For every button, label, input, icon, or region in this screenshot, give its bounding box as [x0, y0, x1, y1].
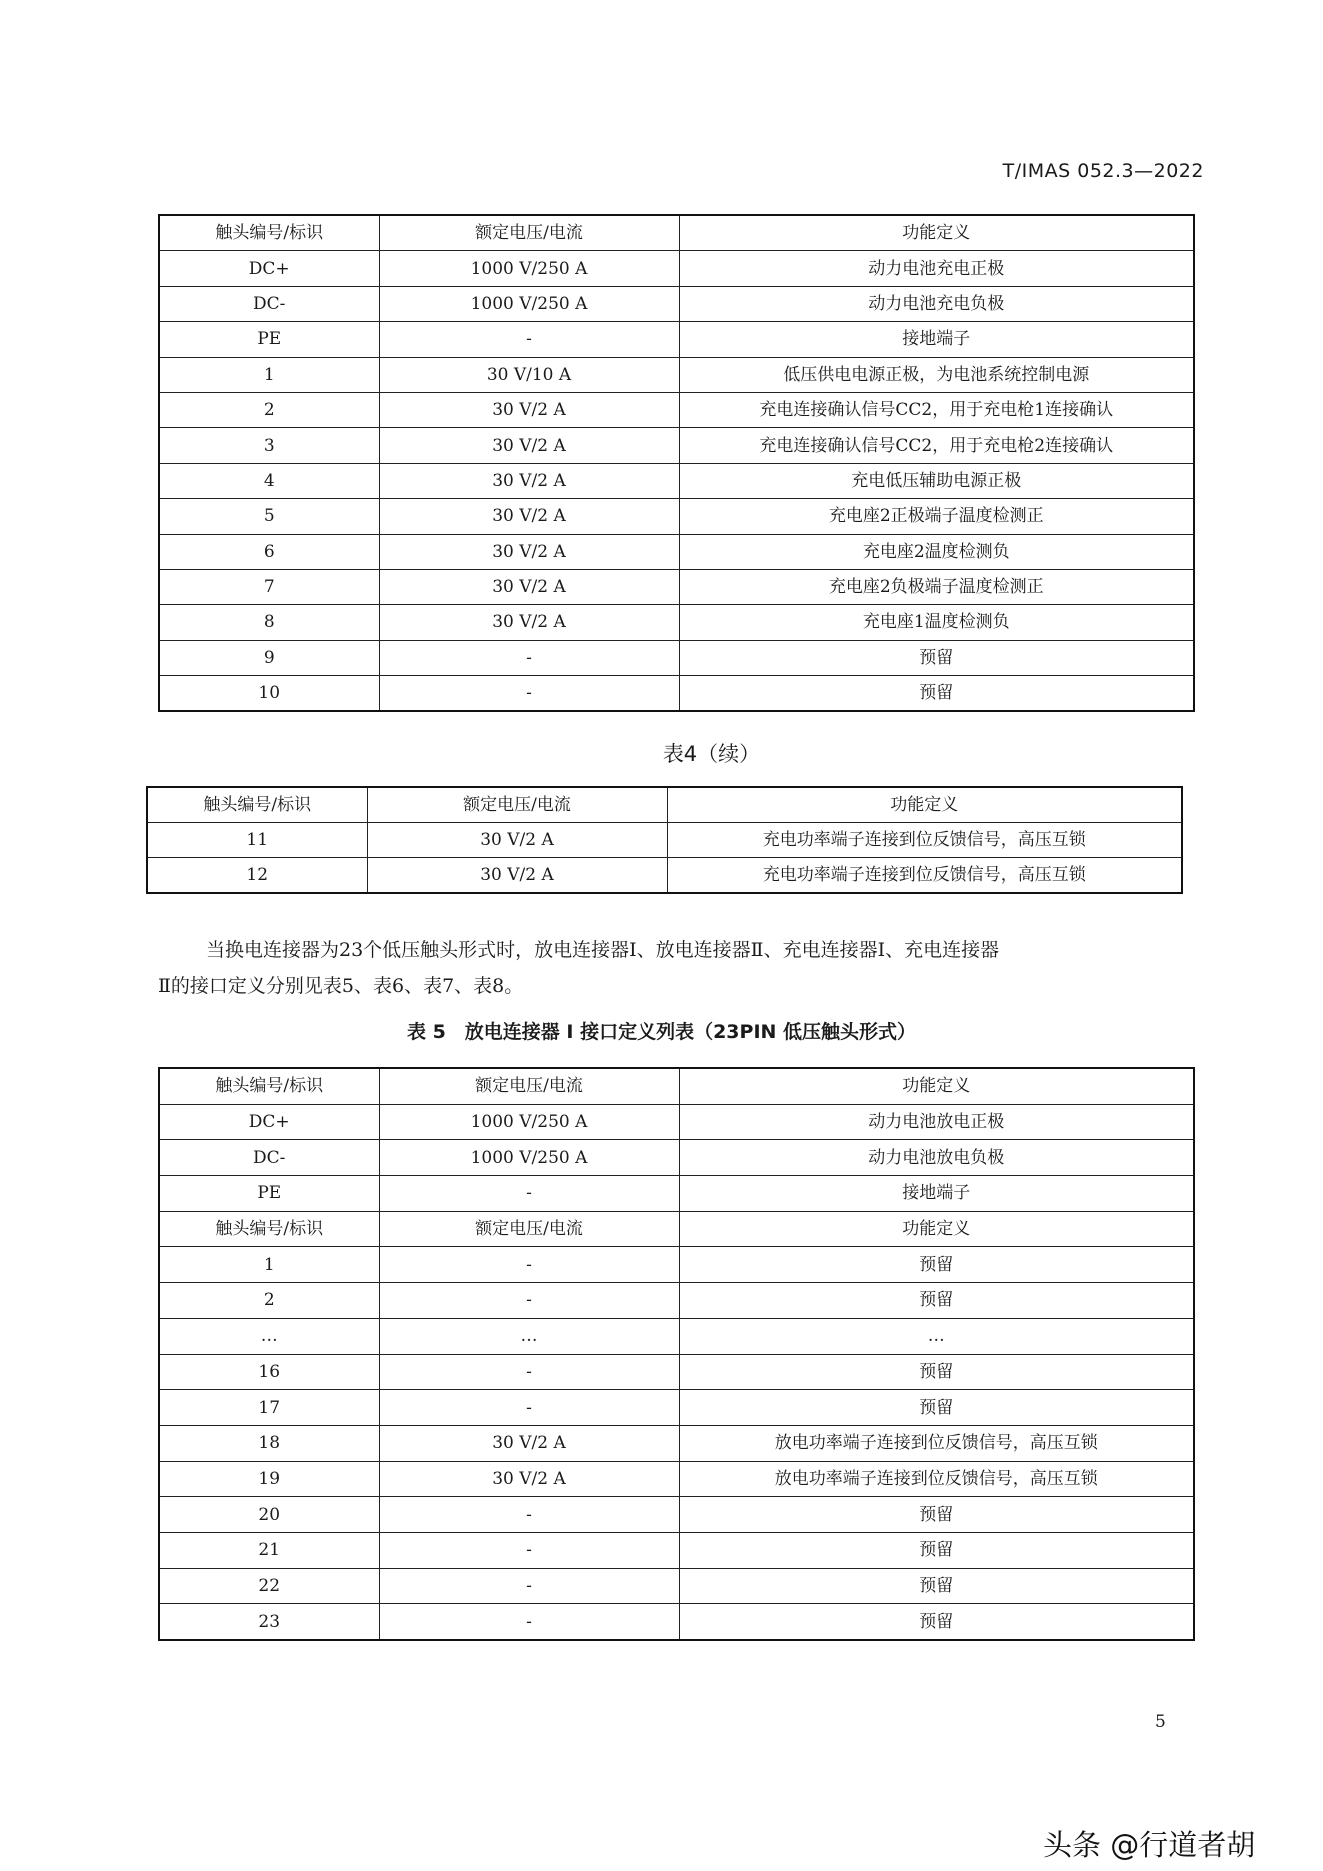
table-row	[147, 823, 1182, 858]
table-cell: 30 V/2 A	[379, 1461, 679, 1497]
table-row	[159, 1104, 1194, 1140]
table-cell: 低压供电电源正极，为电池系统控制电源	[679, 357, 1194, 392]
table-row	[159, 1140, 1194, 1176]
table-row	[159, 251, 1194, 286]
table-cell: 23	[159, 1604, 379, 1640]
watermark: 头条 @行道者胡	[1043, 1828, 1256, 1862]
table-cell: -	[379, 1176, 679, 1212]
table-cell: 30 V/2 A	[379, 569, 679, 604]
table-cell: 1000 V/250 A	[379, 1140, 679, 1176]
paragraph-line-1: 当换电连接器为23个低压触头形式时，放电连接器Ⅰ、放电连接器Ⅱ、充电连接器Ⅰ、充电连接器	[206, 939, 1000, 961]
table-4-continued-top	[158, 214, 1195, 712]
column-header: 功能定义	[679, 1068, 1194, 1104]
table-cell: 预留	[679, 1247, 1194, 1283]
table-cell: …	[159, 1318, 379, 1354]
table-cell: 预留	[679, 1532, 1194, 1568]
table-cell: 动力电池放电负极	[679, 1140, 1194, 1176]
table-row	[159, 1354, 1194, 1390]
table-row	[159, 1425, 1194, 1461]
table-row	[159, 1176, 1194, 1212]
table-row	[159, 1283, 1194, 1319]
table-row	[159, 1568, 1194, 1604]
table-row	[159, 499, 1194, 534]
table-cell: 30 V/2 A	[379, 428, 679, 463]
table-cell: 16	[159, 1354, 379, 1390]
table-row	[159, 640, 1194, 675]
table-cell: PE	[159, 1176, 379, 1212]
table-cell: -	[379, 1354, 679, 1390]
column-header: 额定电压/电流	[379, 215, 679, 251]
table-cell: 充电座1温度检测负	[679, 605, 1194, 640]
table-cell: 11	[147, 823, 367, 858]
table-cell: 30 V/2 A	[367, 823, 667, 858]
table-cell: 30 V/2 A	[379, 605, 679, 640]
table-cell: 5	[159, 499, 379, 534]
table-cell: 2	[159, 1283, 379, 1319]
column-header: 触头编号/标识	[159, 215, 379, 251]
table-cell: 功能定义	[679, 1211, 1194, 1247]
table-5	[158, 1067, 1195, 1641]
table-row	[159, 676, 1194, 712]
table-cell: DC+	[159, 1104, 379, 1140]
table-cell: 预留	[679, 1283, 1194, 1319]
table-row	[147, 858, 1182, 894]
column-header: 触头编号/标识	[147, 787, 367, 823]
table-cell: -	[379, 1568, 679, 1604]
column-header: 额定电压/电流	[379, 1068, 679, 1104]
table-cell: 30 V/2 A	[379, 499, 679, 534]
table-cell: 充电座2负极端子温度检测正	[679, 569, 1194, 604]
table-row	[159, 569, 1194, 604]
table-cell: 动力电池充电正极	[679, 251, 1194, 286]
table-cell: 预留	[679, 1390, 1194, 1426]
table-cell: 6	[159, 534, 379, 569]
table-cell: 8	[159, 605, 379, 640]
table-cell: 预留	[679, 1497, 1194, 1533]
table-cell: 充电功率端子连接到位反馈信号，高压互锁	[667, 858, 1182, 894]
table-header-row	[159, 215, 1194, 251]
column-header: 功能定义	[679, 215, 1194, 251]
table-cell: 30 V/2 A	[379, 463, 679, 498]
table-header-row	[159, 1068, 1194, 1104]
table-cell: 10	[159, 676, 379, 712]
table-cell: 20	[159, 1497, 379, 1533]
table-row	[159, 1497, 1194, 1533]
table-cell: 1	[159, 1247, 379, 1283]
table-cell: PE	[159, 322, 379, 357]
table-cell: 额定电压/电流	[379, 1211, 679, 1247]
column-header: 额定电压/电流	[367, 787, 667, 823]
table-cell: 充电功率端子连接到位反馈信号，高压互锁	[667, 823, 1182, 858]
table-row	[159, 357, 1194, 392]
table-row	[159, 286, 1194, 321]
table-row	[159, 1247, 1194, 1283]
table-cell: …	[379, 1318, 679, 1354]
table-cell: 12	[147, 858, 367, 894]
table-cell: 动力电池放电正极	[679, 1104, 1194, 1140]
table-5-caption: 表 5 放电连接器 I 接口定义列表（23PIN 低压触头形式）	[406, 1021, 917, 1043]
table-cell: 30 V/2 A	[367, 858, 667, 894]
table-cell: 22	[159, 1568, 379, 1604]
table-row	[159, 1211, 1194, 1247]
table-cell: 放电功率端子连接到位反馈信号，高压互锁	[679, 1461, 1194, 1497]
table-cell: 预留	[679, 1354, 1194, 1390]
table-cell: 21	[159, 1532, 379, 1568]
document-number: T/IMAS 052.3—2022	[1002, 160, 1204, 182]
table-row	[159, 392, 1194, 427]
table-row	[159, 1604, 1194, 1640]
column-header: 功能定义	[667, 787, 1182, 823]
table-cell: 1000 V/250 A	[379, 286, 679, 321]
table-cell: 17	[159, 1390, 379, 1426]
table-cell: 2	[159, 392, 379, 427]
table-cell: -	[379, 1390, 679, 1426]
table-cell: DC-	[159, 1140, 379, 1176]
paragraph-line-2: Ⅱ的接口定义分别见表5、表6、表7、表8。	[158, 975, 524, 997]
column-header: 触头编号/标识	[159, 1068, 379, 1104]
table-4-continued	[146, 786, 1183, 894]
table-header-row	[147, 787, 1182, 823]
table-cell: -	[379, 1247, 679, 1283]
table-cell: 4	[159, 463, 379, 498]
table-cell: 1	[159, 357, 379, 392]
table-row	[159, 1390, 1194, 1426]
table-cell: 充电低压辅助电源正极	[679, 463, 1194, 498]
table-cell: 预留	[679, 676, 1194, 712]
table-cell: 1000 V/250 A	[379, 251, 679, 286]
table-row	[159, 322, 1194, 357]
table-cell: 预留	[679, 1568, 1194, 1604]
table-cell: 7	[159, 569, 379, 604]
table-cell: 预留	[679, 640, 1194, 675]
table-row	[159, 463, 1194, 498]
table-cell: DC+	[159, 251, 379, 286]
table-4-continued-caption: 表4（续）	[662, 742, 761, 766]
table-cell: 接地端子	[679, 1176, 1194, 1212]
table-cell: 充电座2温度检测负	[679, 534, 1194, 569]
table-row	[159, 428, 1194, 463]
table-row	[159, 1532, 1194, 1568]
table-cell: 充电连接确认信号CC2，用于充电枪1连接确认	[679, 392, 1194, 427]
table-row	[159, 1461, 1194, 1497]
table-cell: -	[379, 1497, 679, 1533]
table-cell: 3	[159, 428, 379, 463]
table-cell: 触头编号/标识	[159, 1211, 379, 1247]
table-cell: 放电功率端子连接到位反馈信号，高压互锁	[679, 1425, 1194, 1461]
table-cell: -	[379, 676, 679, 712]
table-row	[159, 1318, 1194, 1354]
table-cell: 30 V/10 A	[379, 357, 679, 392]
table-cell: 接地端子	[679, 322, 1194, 357]
table-cell: 动力电池充电负极	[679, 286, 1194, 321]
table-cell: -	[379, 322, 679, 357]
table-cell: DC-	[159, 286, 379, 321]
table-cell: 充电座2正极端子温度检测正	[679, 499, 1194, 534]
table-cell: -	[379, 1532, 679, 1568]
table-cell: 9	[159, 640, 379, 675]
table-cell: 1000 V/250 A	[379, 1104, 679, 1140]
table-cell: 充电连接确认信号CC2，用于充电枪2连接确认	[679, 428, 1194, 463]
table-cell: 预留	[679, 1604, 1194, 1640]
table-cell: -	[379, 640, 679, 675]
table-cell: 18	[159, 1425, 379, 1461]
table-row	[159, 534, 1194, 569]
table-row	[159, 605, 1194, 640]
table-cell: -	[379, 1604, 679, 1640]
page-number: 5	[1155, 1712, 1166, 1732]
table-cell: 30 V/2 A	[379, 392, 679, 427]
table-cell: 30 V/2 A	[379, 534, 679, 569]
table-cell: -	[379, 1283, 679, 1319]
table-cell: 30 V/2 A	[379, 1425, 679, 1461]
table-cell: 19	[159, 1461, 379, 1497]
table-cell: …	[679, 1318, 1194, 1354]
